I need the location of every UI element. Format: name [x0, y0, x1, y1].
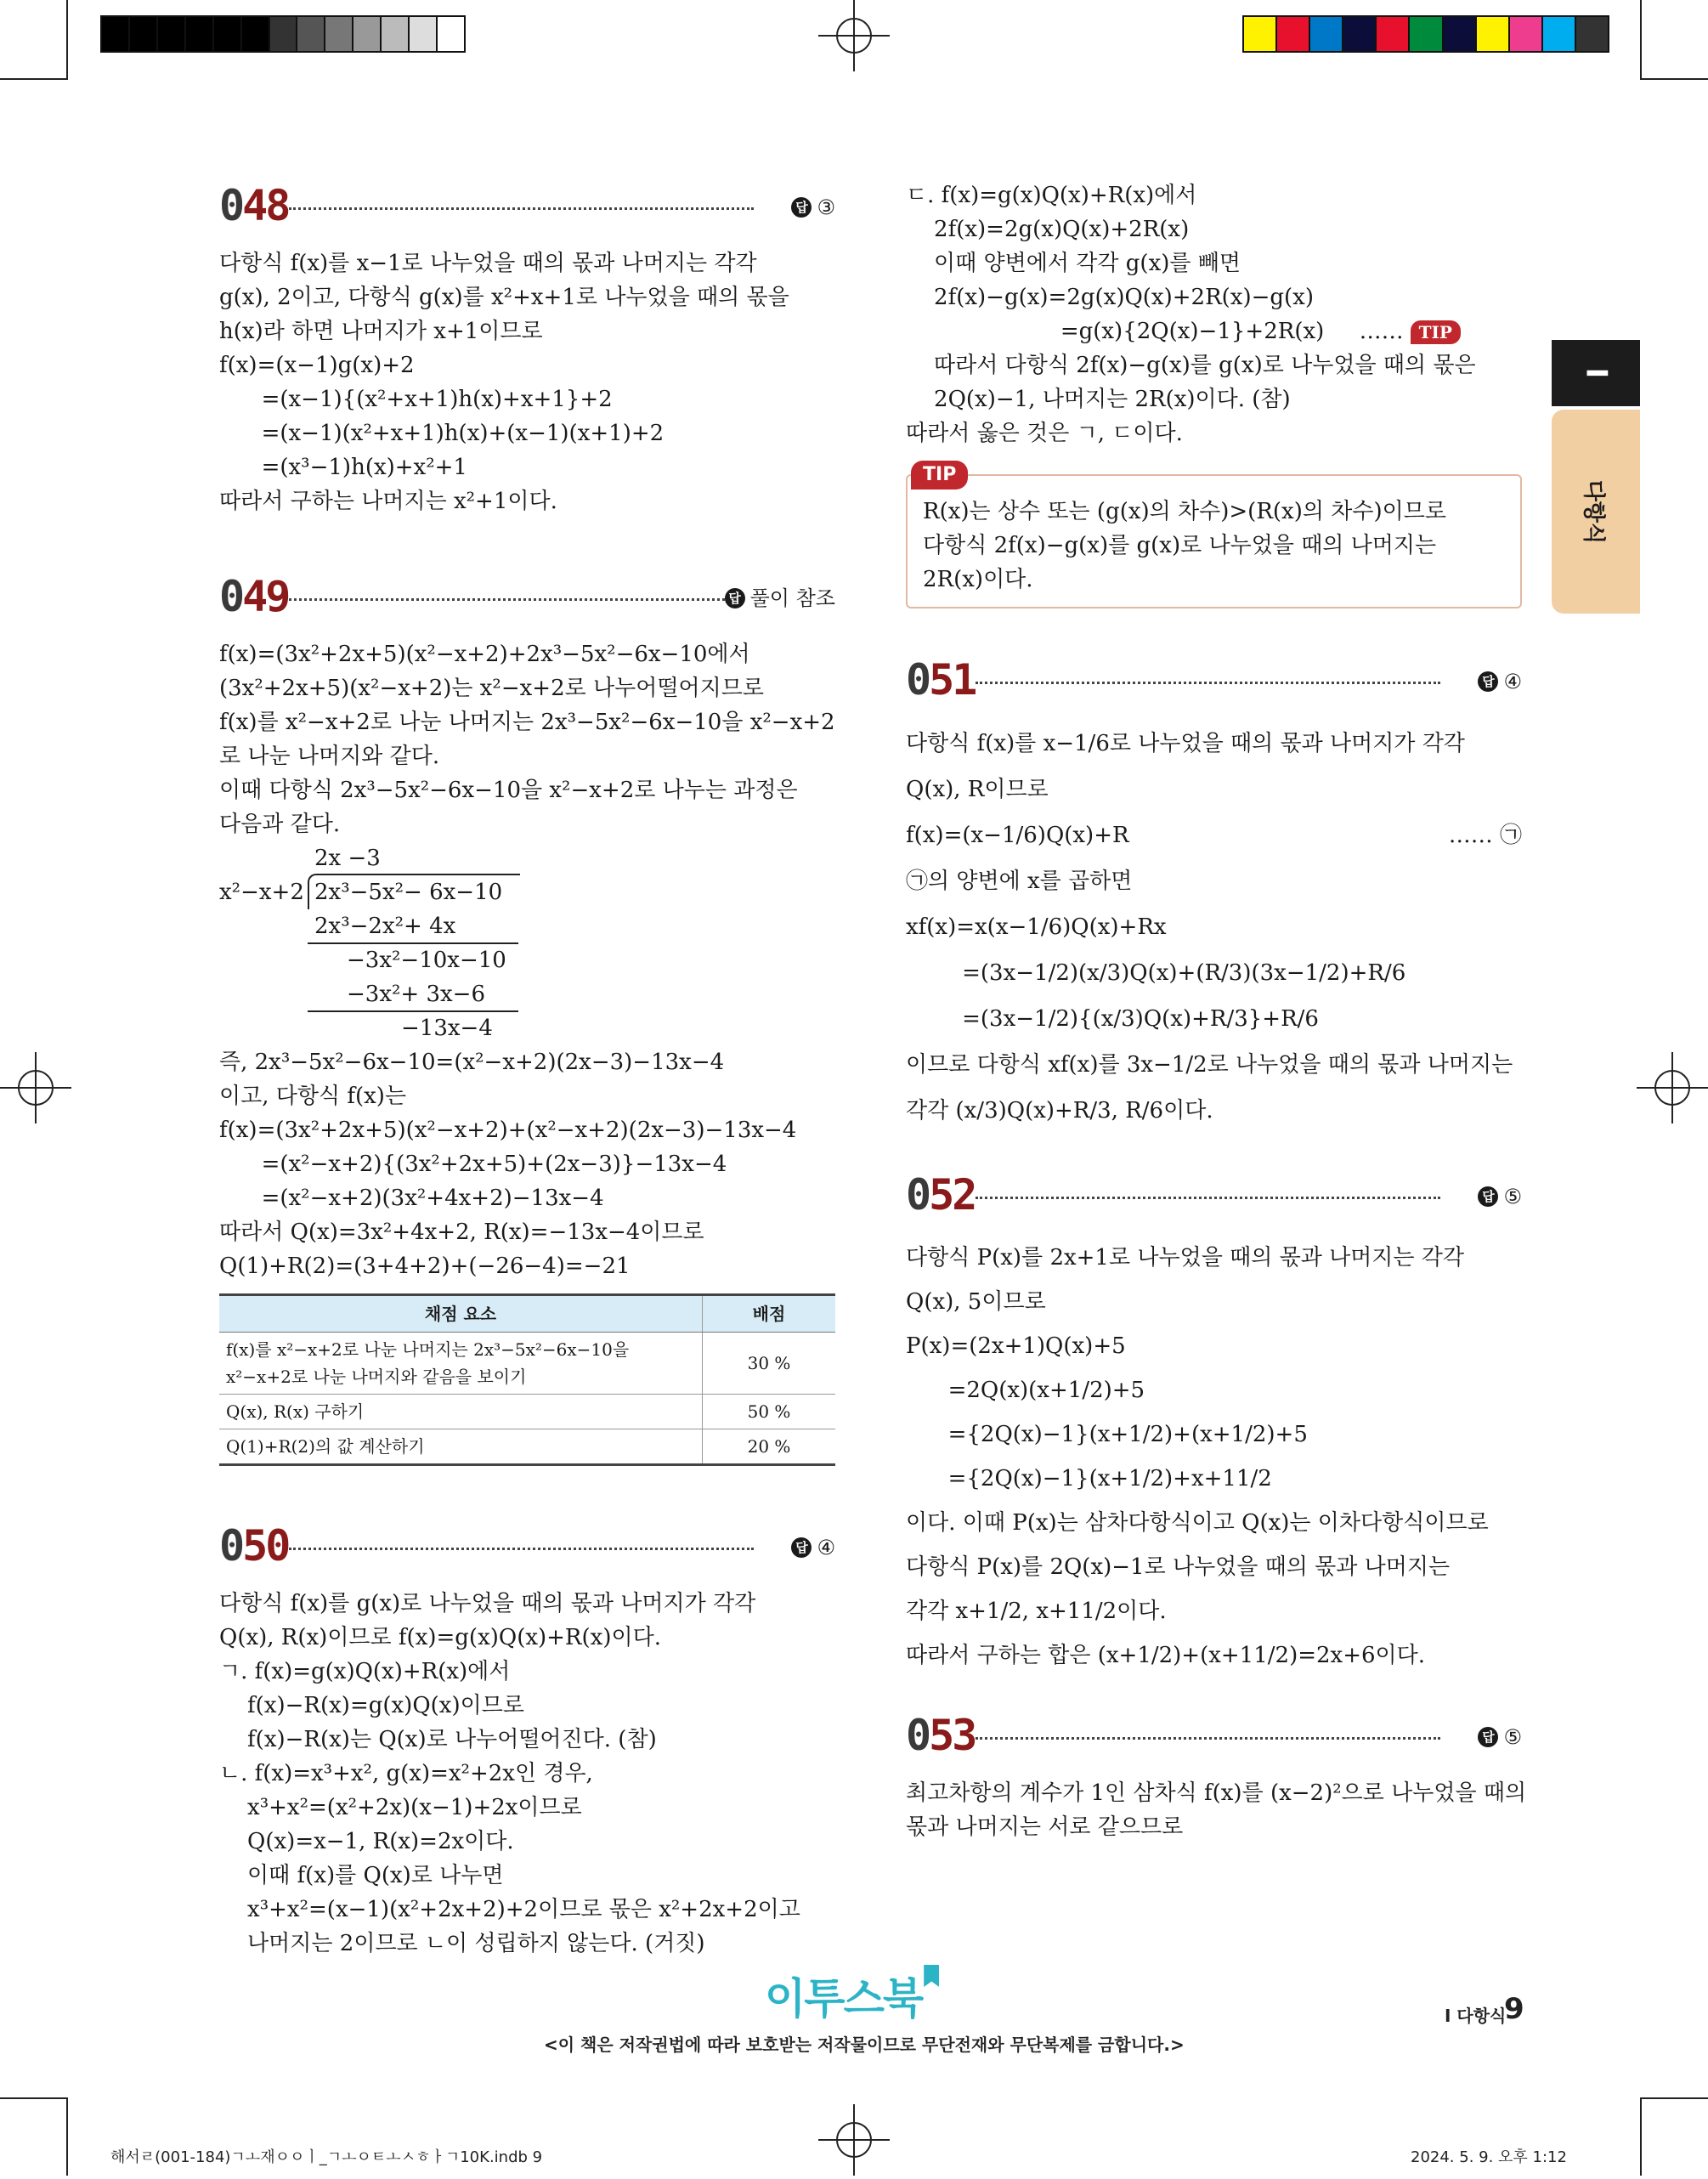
color-swatch — [158, 17, 186, 51]
table-row — [219, 1429, 835, 1465]
leader-dots — [289, 207, 754, 210]
tip-box — [906, 464, 1522, 608]
text-line: =2Q(x)(x+1/2)+5 — [906, 1378, 1145, 1403]
text-line: 즉, 2x³−5x²−6x−10=(x²−x+2)(2x−3)−13x−4 — [219, 1050, 725, 1075]
problem-header — [219, 178, 835, 235]
text-line: 최고차항의 계수가 1인 삼차식 f(x)를 (x−2)²으로 나누었을 때의 — [906, 1780, 1527, 1806]
table-cell-points: 50 % — [703, 1395, 836, 1429]
text-line: 따라서 Q(x)=3x²+4x+2, R(x)=−13x−4이므로 — [219, 1220, 704, 1245]
table-cell-criteria: f(x)를 x²−x+2로 나눈 나머지는 2x³−5x²−6x−10을 x²−x+2로 나눈 나머지와 같음을 보이기 — [219, 1333, 703, 1395]
answer-label: 답 ⑤ — [1478, 1720, 1522, 1754]
problem-number: 050 — [219, 1521, 289, 1571]
color-swatch — [1277, 17, 1310, 51]
text-line: 다항식 2f(x)−g(x)를 g(x)로 나누었을 때의 나머지는 — [923, 533, 1437, 558]
text-line: f(x)를 x²−x+2로 나눈 나머지는 2x³−5x²−6x−10을 x²−x+2 — [219, 710, 835, 735]
text-line: 다항식 P(x)를 2x+1로 나누었을 때의 몫과 나머지는 각각 — [906, 1245, 1465, 1271]
text-line: Q(x), R이므로 — [906, 777, 1049, 802]
text-line: 2f(x)−g(x)=2g(x)Q(x)+2R(x)−g(x) — [906, 285, 1314, 310]
problem-header — [219, 569, 835, 625]
publisher-logo: 이투스북 — [765, 1965, 939, 2026]
answer-label: 답 ⑤ — [1478, 1180, 1522, 1214]
text-line: =(x²−x+2){(3x²+2x+5)+(2x−3)}−13x−4 — [219, 1152, 727, 1177]
text-line: xf(x)=x(x−1/6)Q(x)+Rx — [906, 914, 1167, 940]
color-swatch — [186, 17, 214, 51]
text-line: =(3x−1/2)(x/3)Q(x)+(R/3)(3x−1/2)+R/6 — [906, 960, 1406, 986]
registration-mark-bottom — [818, 2104, 890, 2176]
copyright-notice: <이 책은 저작권법에 따라 보호받는 저작물이므로 무단전재와 무단복제를 금합니다.> — [544, 2035, 1185, 2055]
problem-header — [906, 653, 1522, 709]
color-swatch — [130, 17, 158, 51]
text-line: =(x−1){(x²+x+1)h(x)+x+1}+2 — [219, 387, 613, 412]
text-line: 따라서 구하는 나머지는 x²+1이다. — [219, 489, 557, 514]
answer-icon: 답 — [1478, 1186, 1498, 1207]
solution-text — [219, 1587, 835, 1961]
answer-icon: 답 — [791, 1537, 812, 1558]
color-swatch — [325, 17, 353, 51]
problem-number: 052 — [906, 1170, 976, 1220]
leader-dots — [976, 1737, 1440, 1740]
text-line: =(x³−1)h(x)+x²+1 — [219, 455, 467, 480]
solution-text — [906, 178, 1522, 450]
color-swatch — [1343, 17, 1377, 51]
text-line: ={2Q(x)−1}(x+1/2)+(x+1/2)+5 — [906, 1422, 1308, 1447]
text-line: 이때 다항식 2x³−5x²−6x−10을 x²−x+2로 나누는 과정은 — [219, 778, 798, 803]
text-line: 따라서 다항식 2f(x)−g(x)를 g(x)로 나누었을 때의 몫은 — [906, 353, 1476, 378]
chapter-title-tab: 다항식 — [1552, 410, 1640, 614]
chapter-tab — [1552, 340, 1640, 612]
table-cell-points: 30 % — [703, 1333, 836, 1395]
text-line: ㉠의 양변에 x를 곱하면 — [906, 869, 1133, 894]
text-line: f(x)=(3x²+2x+5)(x²−x+2)+2x³−5x²−6x−10에서 — [219, 642, 750, 667]
color-swatch — [1310, 17, 1343, 51]
registration-mark-right — [1637, 1052, 1708, 1123]
solution-text — [906, 1776, 1527, 1844]
problem-048 — [219, 178, 835, 518]
text-line: Q(x), 5이므로 — [906, 1289, 1046, 1315]
solution-text-b — [219, 1045, 835, 1283]
text-line: 따라서 옳은 것은 ㄱ, ㄷ이다. — [906, 421, 1183, 446]
text-line: 로 나눈 나머지와 같다. — [219, 744, 440, 769]
problem-number: 051 — [906, 655, 976, 705]
text-line: h(x)라 하면 나머지가 x+1이므로 — [219, 319, 543, 344]
text-line: P(x)=(2x+1)Q(x)+5 — [906, 1333, 1126, 1359]
text-line: Q(x), R(x)이므로 f(x)=g(x)Q(x)+R(x)이다. — [219, 1625, 661, 1650]
division-dividend: 2x³−5x²− 6x−10 — [314, 880, 503, 905]
problem-049 — [219, 569, 835, 1466]
answer-icon: 답 — [1478, 1727, 1498, 1747]
solution-text — [906, 1236, 1522, 1678]
division-quotient: 2x −3 — [314, 846, 381, 871]
color-swatch — [1410, 17, 1443, 51]
registration-mark-left — [0, 1052, 71, 1123]
left-column — [219, 178, 835, 1961]
text-line: =(x−1)(x²+x+1)h(x)+(x−1)(x+1)+2 — [219, 421, 665, 446]
problem-050-continued — [906, 178, 1522, 608]
color-swatch — [410, 17, 438, 51]
text-line: R(x)는 상수 또는 (g(x)의 차수)>(R(x)의 차수)이므로 — [923, 499, 1446, 524]
division-remainder2: −13x−4 — [401, 1016, 493, 1041]
division-divisor: x²−x+2 — [219, 880, 304, 905]
problem-051 — [906, 653, 1522, 1134]
answer-label: 답 ④ — [1478, 665, 1522, 699]
table-row — [219, 1333, 835, 1395]
print-timestamp: 2024. 5. 9. 오후 1:12 — [1411, 2148, 1567, 2166]
text-line: f(x)=(3x²+2x+5)(x²−x+2)+(x²−x+2)(2x−3)−13x−4 — [219, 1118, 797, 1143]
cmyk-color-bar — [1242, 15, 1609, 53]
solution-text-a — [219, 637, 835, 841]
text-line: g(x), 2이고, 다항식 g(x)를 x²+x+1로 나누었을 때의 몫을 — [219, 285, 789, 310]
text-line: 몫과 나머지는 서로 같으므로 — [906, 1814, 1184, 1840]
text-line: 2R(x)이다. — [923, 567, 1033, 592]
text-line: f(x)=(x−1/6)Q(x)+R …… ㉠ — [906, 812, 1522, 858]
color-swatch — [214, 17, 242, 51]
text-line: 이고, 다항식 f(x)는 — [219, 1084, 407, 1109]
answer-icon: 답 — [1478, 671, 1498, 692]
color-swatch — [297, 17, 325, 51]
text-line: 다항식 f(x)를 g(x)로 나누었을 때의 몫과 나머지가 각각 — [219, 1591, 756, 1616]
right-column — [906, 178, 1527, 1844]
text-line: 이므로 다항식 xf(x)를 3x−1/2로 나누었을 때의 몫과 나머지는 — [906, 1052, 1513, 1078]
color-swatch — [382, 17, 410, 51]
text-line: ㄷ. f(x)=g(x)Q(x)+R(x)에서 — [906, 183, 1197, 208]
problem-053 — [906, 1708, 1527, 1844]
tip-text — [923, 495, 1505, 597]
text-line: (3x²+2x+5)(x²−x+2)는 x²−x+2로 나누어떨어지므로 — [219, 676, 764, 701]
answer-icon: 답 — [725, 588, 745, 608]
problem-header — [906, 1708, 1522, 1764]
file-info: 해서ㄹ(001-184)ㄱㅗ재ㅇㅇㅣ_ㄱㅗㅇㅌㅗㅅㅎㅏㄱ10K.indb 9 — [110, 2148, 543, 2166]
leader-dots — [976, 1197, 1440, 1199]
color-swatch — [1444, 17, 1477, 51]
table-header-row — [219, 1295, 835, 1333]
table-cell-criteria: Q(1)+R(2)의 값 계산하기 — [219, 1429, 703, 1465]
text-line: 각각 (x/3)Q(x)+R/3, R/6이다. — [906, 1098, 1213, 1123]
color-swatch — [242, 17, 270, 51]
problem-header — [219, 1519, 835, 1575]
tip-marker: TIP — [1411, 320, 1461, 344]
scoring-table — [219, 1293, 835, 1466]
text-line: Q(1)+R(2)=(3+4+2)+(−26−4)=−21 — [219, 1254, 631, 1279]
division-remainder1: −3x²−10x−10 — [347, 948, 506, 973]
text-line: ={2Q(x)−1}(x+1/2)+x+11/2 — [906, 1466, 1272, 1491]
logo-flag-icon — [924, 1965, 939, 1987]
leader-dots — [976, 682, 1440, 684]
chapter-number-tab: I — [1552, 340, 1640, 406]
color-swatch — [1377, 17, 1410, 51]
color-swatch — [270, 17, 298, 51]
color-swatch — [1244, 17, 1277, 51]
table-cell-criteria: Q(x), R(x) 구하기 — [219, 1395, 703, 1429]
text-line: 나머지는 2이므로 ㄴ이 성립하지 않는다. (거짓) — [219, 1931, 705, 1956]
text-line: 이때 f(x)를 Q(x)로 나누면 — [219, 1863, 504, 1888]
color-swatch — [102, 17, 130, 51]
problem-number: 053 — [906, 1711, 976, 1760]
solution-text — [219, 246, 835, 518]
page-section-label: I 다항식 — [1445, 2006, 1507, 2026]
color-swatch — [1543, 17, 1576, 51]
leader-dots — [289, 1548, 754, 1550]
text-line: 이때 양변에서 각각 g(x)를 빼면 — [906, 251, 1241, 276]
color-swatch — [1510, 17, 1543, 51]
answer-icon: 답 — [791, 197, 812, 218]
equation-mark: …… ㉠ — [1448, 823, 1522, 848]
text-line: 이다. 이때 P(x)는 삼차다항식이고 Q(x)는 이차다항식이므로 — [906, 1510, 1489, 1536]
division-step1: 2x³−2x²+ 4x — [314, 914, 456, 939]
answer-label: 답 풀이 참조 — [725, 581, 835, 615]
answer-label: 답 ④ — [791, 1531, 835, 1565]
color-swatch — [1477, 17, 1510, 51]
text-line: =g(x){2Q(x)−1}+2R(x) …… TIP — [906, 314, 1522, 348]
registration-mark-top — [818, 0, 890, 71]
text-line: f(x)=(x−1)g(x)+2 — [219, 353, 415, 378]
leader-dots — [289, 598, 725, 601]
color-swatch — [438, 17, 464, 51]
table-cell-points: 20 % — [703, 1429, 836, 1465]
text-line: 각각 x+1/2, x+11/2이다. — [906, 1599, 1167, 1624]
problem-number: 048 — [219, 181, 289, 230]
table-row — [219, 1395, 835, 1429]
header-points: 배점 — [703, 1295, 836, 1333]
division-step2: −3x²+ 3x−6 — [347, 982, 485, 1007]
text-line: ㄱ. f(x)=g(x)Q(x)+R(x)에서 — [219, 1659, 511, 1684]
problem-number: 049 — [219, 572, 289, 621]
text-line: 다항식 f(x)를 x−1로 나누었을 때의 몫과 나머지는 각각 — [219, 251, 757, 276]
problem-050 — [219, 1519, 835, 1961]
text-line: x³+x²=(x−1)(x²+2x+2)+2이므로 몫은 x²+2x+2이고 — [219, 1897, 800, 1922]
text-line: 다음과 같다. — [219, 812, 341, 837]
text-line: ㄴ. f(x)=x³+x², g(x)=x²+2x인 경우, — [219, 1761, 593, 1786]
page-number: 9 — [1504, 1992, 1524, 2026]
text-line: 다항식 f(x)를 x−1/6로 나누었을 때의 몫과 나머지가 각각 — [906, 731, 1465, 756]
answer-label: 답 ③ — [791, 190, 835, 224]
text-line: f(x)−R(x)는 Q(x)로 나누어떨어진다. (참) — [219, 1727, 657, 1752]
text-line: Q(x)=x−1, R(x)=2x이다. — [219, 1829, 514, 1854]
tip-dots: …… — [1324, 319, 1404, 344]
long-division — [219, 841, 835, 1045]
solution-text — [906, 721, 1522, 1134]
header-criteria: 채점 요소 — [219, 1295, 703, 1333]
text-line: x³+x²=(x²+2x)(x−1)+2x이므로 — [219, 1795, 582, 1820]
text-line: =(x²−x+2)(3x²+4x+2)−13x−4 — [219, 1186, 604, 1211]
text-line: f(x)−R(x)=g(x)Q(x)이므로 — [219, 1693, 524, 1718]
color-swatch — [353, 17, 382, 51]
text-line: 따라서 구하는 합은 (x+1/2)+(x+11/2)=2x+6이다. — [906, 1643, 1426, 1668]
tip-badge: TIP — [911, 461, 968, 490]
text-line: =(3x−1/2){(x/3)Q(x)+R/3}+R/6 — [906, 1006, 1319, 1032]
text-line: 2f(x)=2g(x)Q(x)+2R(x) — [906, 217, 1190, 242]
color-swatch — [1576, 17, 1608, 51]
text-line: 다항식 P(x)를 2Q(x)−1로 나누었을 때의 몫과 나머지는 — [906, 1554, 1451, 1580]
gray-color-bar — [100, 15, 466, 53]
problem-header — [906, 1168, 1522, 1224]
problem-052 — [906, 1168, 1522, 1678]
text-line: 2Q(x)−1, 나머지는 2R(x)이다. (참) — [906, 387, 1291, 412]
